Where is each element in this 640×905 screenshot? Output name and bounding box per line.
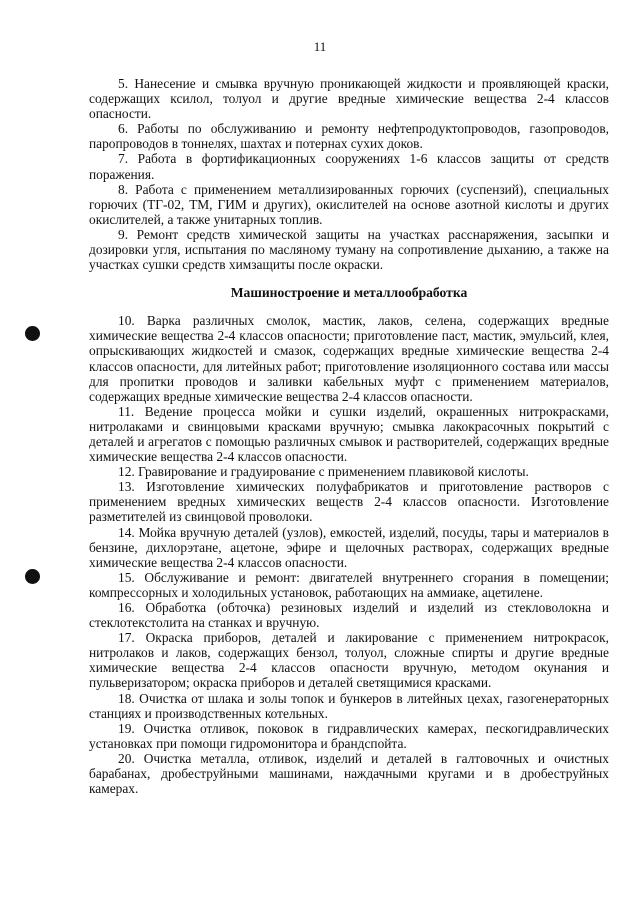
paragraph: 7. Работа в фортификационных сооружениях 1-6 классов защиты от средств поражения. [89, 151, 609, 182]
paragraph: 13. Изготовление химических полуфабрикатов и приготовление растворов с применением вредных химических веществ 2-4 классов опасности. Изготовление разметителей из свинцовой проволоки. [89, 479, 609, 525]
paragraph: 8. Работа с применением металлизированных горючих (суспензий), специальных горючих (ТГ-02, ТМ, ГИМ и других), окислителей на основе азотной кислоты и других окислителей, а также унитарных топлив. [89, 181, 609, 227]
paragraph: 6. Работы по обслуживанию и ремонту нефтепродуктопроводов, газопроводов, паропроводов в тоннелях, шахтах и потернах сухих доков. [89, 121, 609, 152]
paragraph: 10. Варка различных смолок, мастик, лаков, селена, содержащих вредные химические вещества 2-4 классов опасности; приготовление паст, мастик, эмульсий, клея, опрыскивающих жидкостей и смазок, содержащих вредные химические вещества 2-4 классов опасности, для литейных работ; приготовление изоляционного состава или массы для пропитки проводов и заливки кабельных муфт с применением материалов, содержащих вредные химические вещества 2-4 классов опасности. [89, 313, 609, 404]
paragraph: 18. Очистка от шлака и золы топок и бункеров в литейных цехах, газогенераторных станциях и производственных котельных. [89, 690, 609, 721]
page-number: 11 [313, 39, 327, 54]
punch-hole [25, 569, 40, 584]
paragraph: 16. Обработка (обточка) резиновых изделий и изделий из стекловолокна и стеклотекстолита на станках и вручную. [89, 600, 609, 631]
document-body [89, 76, 609, 796]
paragraph: 15. Обслуживание и ремонт: двигателей внутреннего сгорания в помещении; компрессорных и холодильных установок, работающих на аммиаке, ацетилене. [89, 569, 609, 600]
section-title: Машиностроение и металлообработка [230, 285, 468, 301]
paragraph: 9. Ремонт средств химической защиты на участках расснаряжения, засыпки и дозировки угля, испытания по масляному туману на сопротивление дыханию, а также на участках сушки средств химзащиты после окраски. [89, 226, 609, 273]
paragraph: 11. Ведение процесса мойки и сушки изделий, окрашенных нитрокрасками, нитролаками и свинцовыми красками вручную; смывка лакокрасочных покрытий с деталей и агрегатов с помощью различных смывок и растворителей, содержащих вредные химические вещества 2-4 классов опасности. [89, 403, 609, 465]
paragraph: 20. Очистка металла, отливок, изделий и деталей в галтовочных и очистных барабанах, дробеструйными машинами, наждачными кругами и в дробеструйных камерах. [89, 750, 609, 797]
paragraph: 14. Мойка вручную деталей (узлов), емкостей, изделий, посуды, тары и материалов в бензине, дихлорэтане, ацетоне, эфире и щелочных растворах, содержащих вредные химические вещества 2-4 классов опасности. [89, 524, 609, 570]
paragraph: 19. Очистка отливок, поковок в гидравлических камерах, пескогидравлических установках при помощи гидромонитора и брандспойта. [89, 720, 609, 751]
punch-hole [25, 326, 40, 341]
paragraph: 5. Нанесение и смывка вручную проникающей жидкости и проявляющей краски, содержащих ксилол, толуол и другие вредные химические вещества 2-4 классов опасности. [89, 76, 609, 122]
paragraph: 12. Гравирование и градуирование с применением плавиковой кислоты. [118, 464, 529, 480]
paragraph: 17. Окраска приборов, деталей и лакирование с применением нитрокрасок, нитролаков и лаков, содержащих бензол, толуол, сложные спирты и другие вредные химические вещества 2-4 классов опасности вручную, методом окунания и пульверизатором; окраска приборов и деталей светящимися красками. [89, 630, 609, 691]
